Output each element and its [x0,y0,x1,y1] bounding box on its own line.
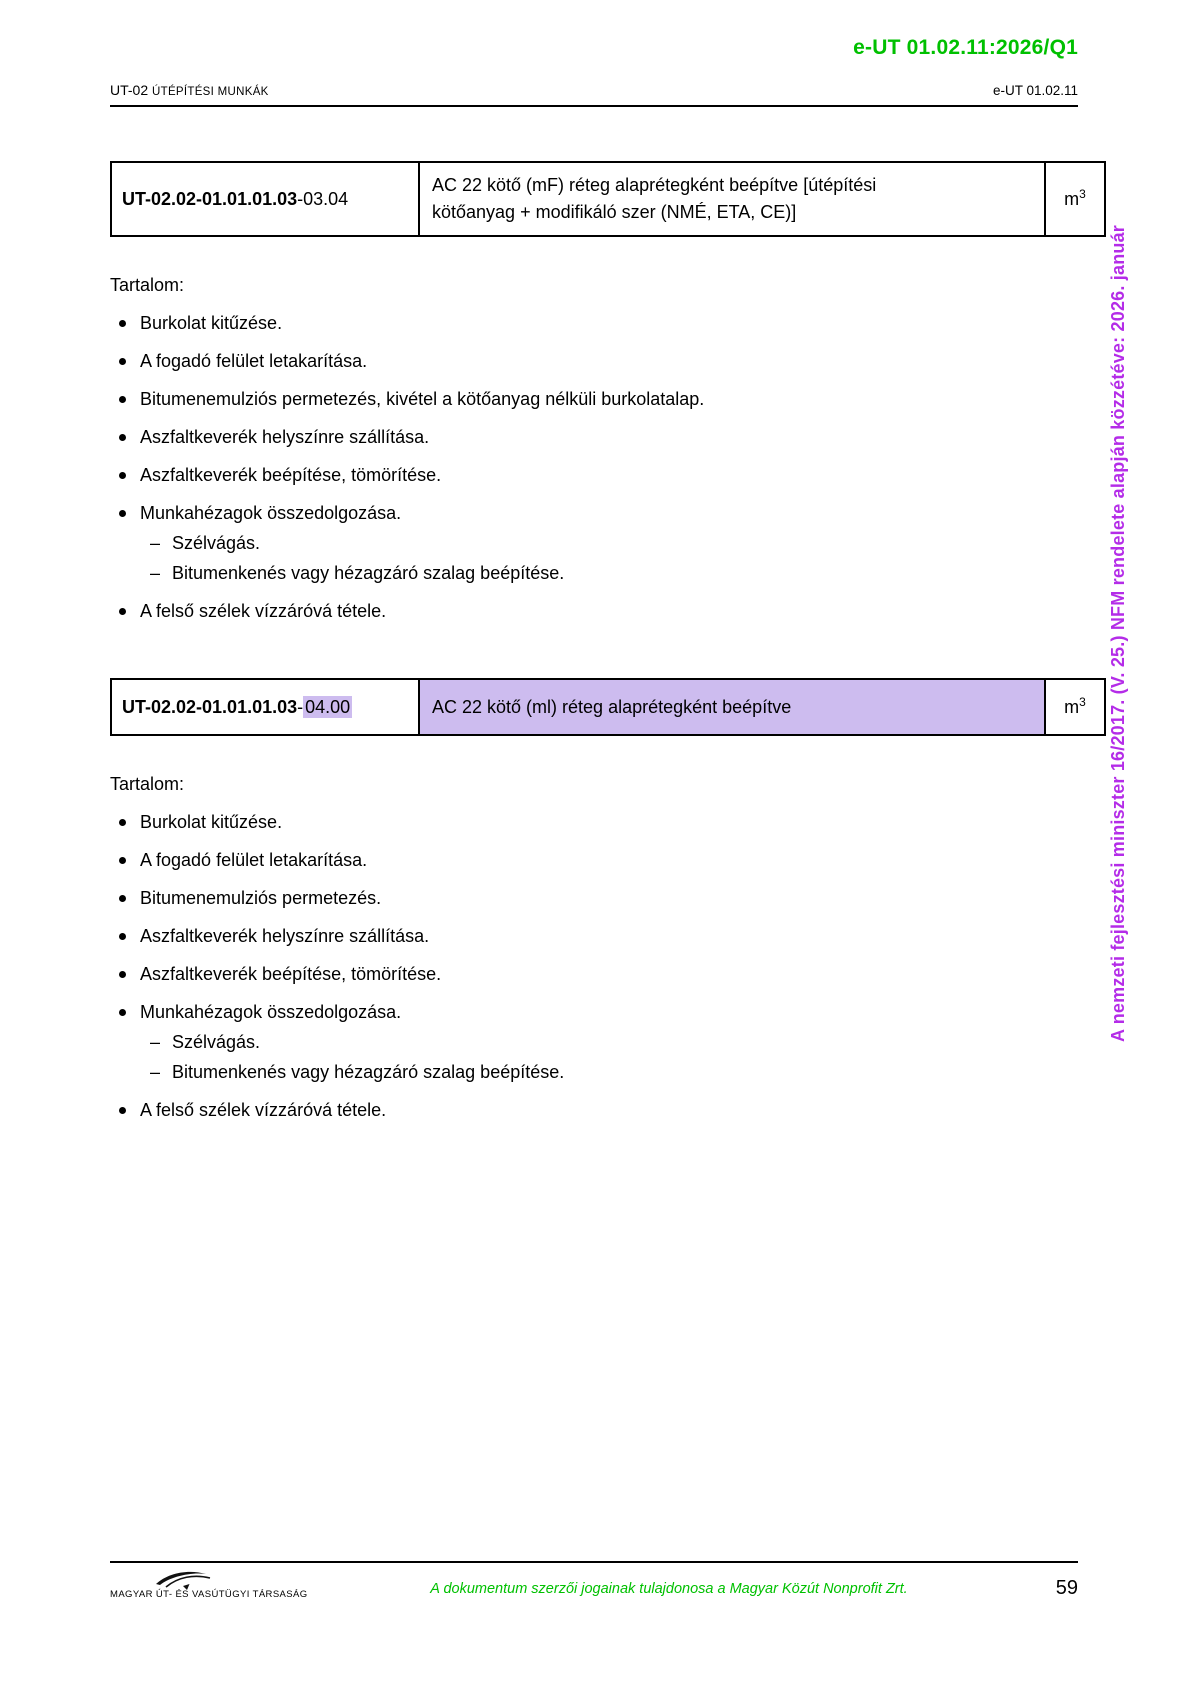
dash-icon: – [150,533,161,553]
item-table-row-1 [110,161,1106,237]
copyright-notice: A dokumentum szerzői jogainak tulajdonosa a Magyar Közút Nonprofit Zrt. [430,1581,908,1597]
dash-icon: – [150,1062,161,1082]
item-description-cell [418,680,1044,734]
list-item-text: Bitumenemulziós permetezés. [140,888,382,908]
list-item-text: Aszfaltkeverék beépítése, tömörítése. [140,964,442,984]
page-number: 59 [1055,1577,1078,1599]
list-item-text: Bitumenkenés vagy hézagzáró szalag beépítése. [172,563,565,583]
header-left-title [110,82,269,98]
item-code-cell [112,163,418,235]
list-item [110,351,1106,372]
list-item [110,313,1106,334]
list-item [110,503,1106,524]
list-item [110,465,1106,486]
list-item [110,601,1106,622]
header-right-code: e-UT 01.02.11 [992,83,1078,98]
header-doc-name: ÚTÉPÍTÉSI MUNKÁK [152,86,269,98]
list-item-text: Szélvágás. [172,533,261,553]
item-description: AC 22 kötő (ml) réteg alaprétegként beépítve [432,696,792,717]
list-item-text: Bitumenemulziós permetezés, kivétel a kötőanyag nélküli burkolatalap. [140,389,705,409]
bullet-icon [119,933,126,940]
bullet-icon [119,819,126,826]
list-item-text: Munkahézagok összedolgozása. [140,503,402,523]
doc-version-title: e-UT 01.02.11:2026/Q1 [853,36,1078,59]
bullet-icon [119,857,126,864]
list-item [110,888,1106,909]
side-note-vertical: A nemzeti fejlesztési miniszter 16/2017. (V. 25.) NFM rendelete alapján közzétéve: 2026. január [1108,224,1128,1042]
list-item [110,389,1106,410]
list-item-text: Aszfaltkeverék beépítése, tömörítése. [140,465,442,485]
item-code-cell [112,680,418,734]
list-item-text: A felső szélek vízzáróvá tétele. [140,1100,387,1120]
list-item-text: Aszfaltkeverék helyszínre szállítása. [140,427,430,447]
item-unit-cell [1044,680,1104,734]
organization-logo-swoosh-icon [150,1569,220,1591]
list-item-text: Aszfaltkeverék helyszínre szállítása. [140,926,430,946]
page-header [110,82,1078,107]
item-unit: $m^3$ [1064,186,1086,209]
list-item [110,812,1106,833]
list-item-text: Szélvágás. [172,1032,261,1052]
item-description: AC 22 kötő (mF) réteg alaprétegként beépítve [útépítési kötőanyag + modifikáló szer (NMÉ, ETA, CE)] [432,175,877,222]
bullet-icon [119,396,126,403]
dash-icon: – [150,1032,161,1052]
organization-name: MAGYAR ÚT- ÉS VASÚTÜGYI TÁRSASÁG [110,1589,308,1600]
content-list-1 [110,313,1106,622]
list-subitem [110,563,1106,584]
item-code: UT-02.02-01.01.01.03-03.04 [122,188,349,209]
page-footer [110,1561,1078,1600]
bullet-icon [119,320,126,327]
list-subitem [110,1062,1106,1083]
content-list-2 [110,812,1106,1121]
list-item-text: Burkolat kitűzése. [140,812,283,832]
list-item [110,1002,1106,1023]
list-item [110,427,1106,448]
bullet-icon [119,895,126,902]
content-label: Tartalom: [110,774,185,794]
list-item-text: A fogadó felület letakarítása. [140,850,368,870]
list-item-text: Bitumenkenés vagy hézagzáró szalag beépítése. [172,1062,565,1082]
list-item [110,926,1106,947]
list-subitem [110,533,1106,554]
highlighted-code-number: 04.00 [305,696,351,717]
bullet-icon [119,510,126,517]
bullet-icon [119,1009,126,1016]
bullet-icon [119,1107,126,1114]
header-doc-code: UT-02 [110,82,149,98]
document-body [110,161,1106,1121]
bullet-icon [119,608,126,615]
list-item-text: A fogadó felület letakarítása. [140,351,368,371]
organization-block [110,1569,340,1600]
bullet-icon [119,358,126,365]
list-item-text: A felső szélek vízzáróvá tétele. [140,601,387,621]
item-description-cell [418,163,1044,235]
dash-icon: – [150,563,161,583]
list-item-text: Munkahézagok összedolgozása. [140,1002,402,1022]
list-item [110,1100,1106,1121]
bullet-icon [119,472,126,479]
content-label: Tartalom: [110,275,185,295]
bullet-icon [119,971,126,978]
item-code: UT-02.02-01.01.01.03- 04.00 [122,696,351,717]
list-subitem [110,1032,1106,1053]
item-table-row-2 [110,678,1106,736]
list-item [110,850,1106,871]
list-item [110,964,1106,985]
item-unit-cell [1044,163,1104,235]
list-item-text: Burkolat kitűzése. [140,313,283,333]
item-unit: $m^3$ [1064,694,1086,717]
bullet-icon [119,434,126,441]
